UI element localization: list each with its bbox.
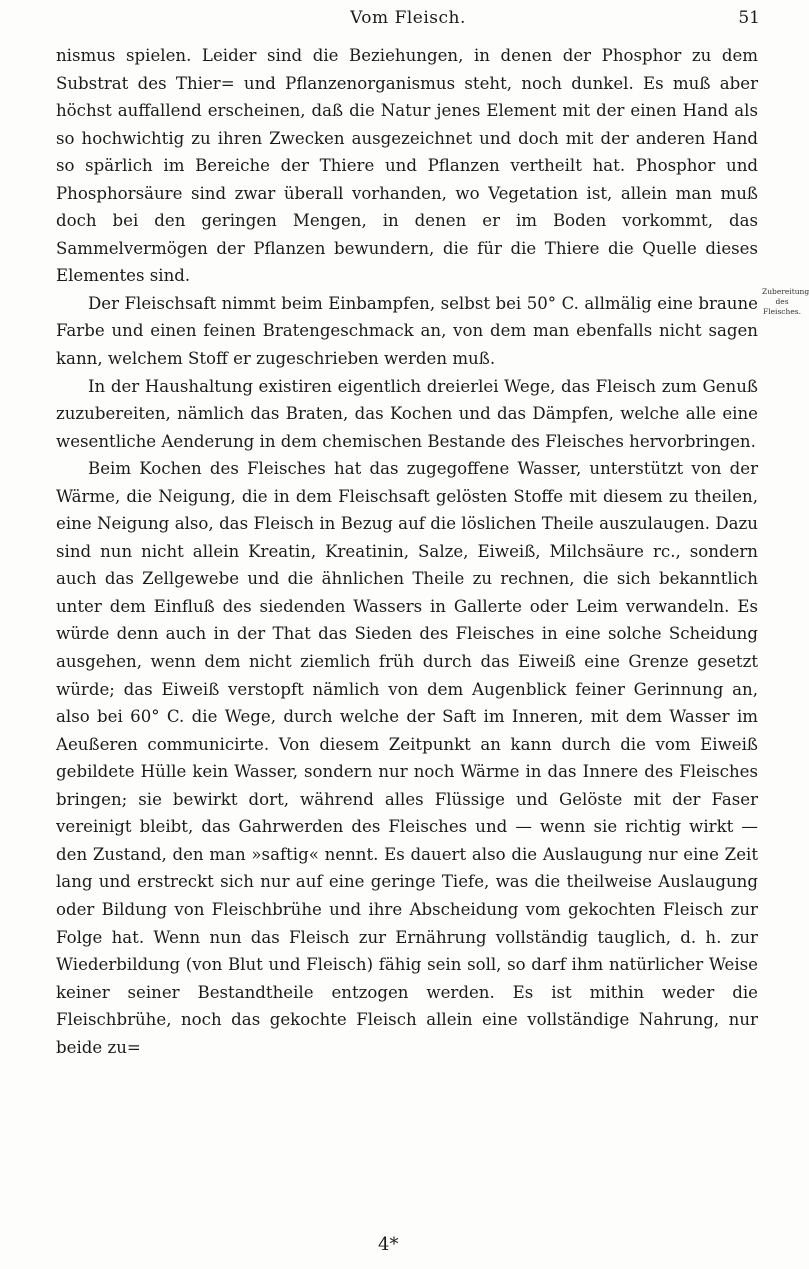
paragraph-2: Der Fleischsaft nimmt beim Einbampfen, selbst bei 50° C. allmälig eine braune Farbe und einen feinen Bratengeschmack an, von dem man ebenfalls nicht sagen kann, welchem Stoff er zugeschrieben werden muß.: [56, 293, 758, 369]
signature-mark: 4*: [378, 1234, 399, 1255]
running-header: [56, 4, 760, 34]
paragraph-1: nismus spielen. Leider sind die Beziehungen, in denen der Phosphor zu dem Substrat des Thier= und Pflanzenorganismus steht, noch dunkel. Es muß aber höchst auffallend erscheinen, daß die Natur jenes Element mit der einen Hand als so hochwichtig zu ihren Zwecken ausgezeichnet und doch mit der anderen Hand so spärlich im Bereiche der Thiere und Pflanzen vertheilt hat. Phosphor und Phosphorsäure sind zwar überall vorhanden, wo Vegetation ist, allein man muß doch bei den geringen Mengen, in denen er im Boden vorkommt, das Sammelvermögen der Pflanzen bewundern, die für die Thiere die Quelle dieses Elementes sind.: [56, 46, 758, 286]
paragraph-3: In der Haushaltung existiren eigentlich dreierlei Wege, das Fleisch zum Genuß zuzubereiten, nämlich das Braten, das Kochen und das Dämpfen, welche alle eine wesentliche Aenderung in dem chemischen Bestande des Fleisches hervorbringen.: [56, 376, 758, 451]
running-title: Vom Fleisch.: [350, 8, 466, 28]
paragraph-4: Beim Kochen des Fleisches hat das zugegoffene Wasser, unterstützt von der Wärme, die Neigung, die in dem Fleischsaft gelösten Stoffe mit diesem zu theilen, eine Neigung also, das Fleisch in Bezug auf die löslichen Theile auszulaugen. Dazu sind nun nicht allein Kreatin, Kreatinin, Salze, Eiweiß, Milchsäure rc., sondern auch das Zellgewebe und die ähnlichen Theile zu rechnen, die sich bekanntlich unter dem Einfluß des siedenden Wassers in Gallerte oder Leim verwandeln. Es würde denn auch in der That das Sieden des Fleisches in eine solche Scheidung ausgehen, wenn dem nicht ziemlich früh durch das Eiweiß eine Grenze gesetzt würde; das Eiweiß verstopft nämlich von dem Augenblick feiner Gerinnung an, also bei 60° C. die Wege, durch welche der Saft im Inneren, mit dem Wasser im Aeußeren communicirte. Von diesem Zeitpunkt an kann durch die vom Eiweiß gebildete Hülle kein Wasser, sondern nur noch Wärme in das Innere des Fleisches bringen; sie bewirkt dort, während alles Flüssige und Gelöste mit der Faser vereinigt bleibt, das Gahrwerden des Fleisches und — wenn sie richtig wirkt — den Zustand, den man »saftig« nennt. Es dauert also die Auslaugung nur eine Zeit lang und erstreckt sich nur auf eine geringe Tiefe, was die theilweise Auslaugung oder Bildung von Fleischbrühe und ihre Abscheidung vom gekochten Fleisch zur Folge hat. Wenn nun das Fleisch zur Ernährung vollständig tauglich, d. h. zur Wiederbildung (von Blut und Fleisch) fähig sein soll, so darf ihm natürlicher Weise keiner seiner Bestandtheile entzogen werden. Es ist mithin weder die Fleischbrühe, noch das gekochte Fleisch allein eine vollständige Nahrung, nur beide zu=: [56, 459, 758, 1057]
text-body: [56, 42, 758, 1061]
margin-note: Zubereitung des Fleisches.: [762, 287, 809, 316]
page-number: 51: [738, 8, 760, 28]
